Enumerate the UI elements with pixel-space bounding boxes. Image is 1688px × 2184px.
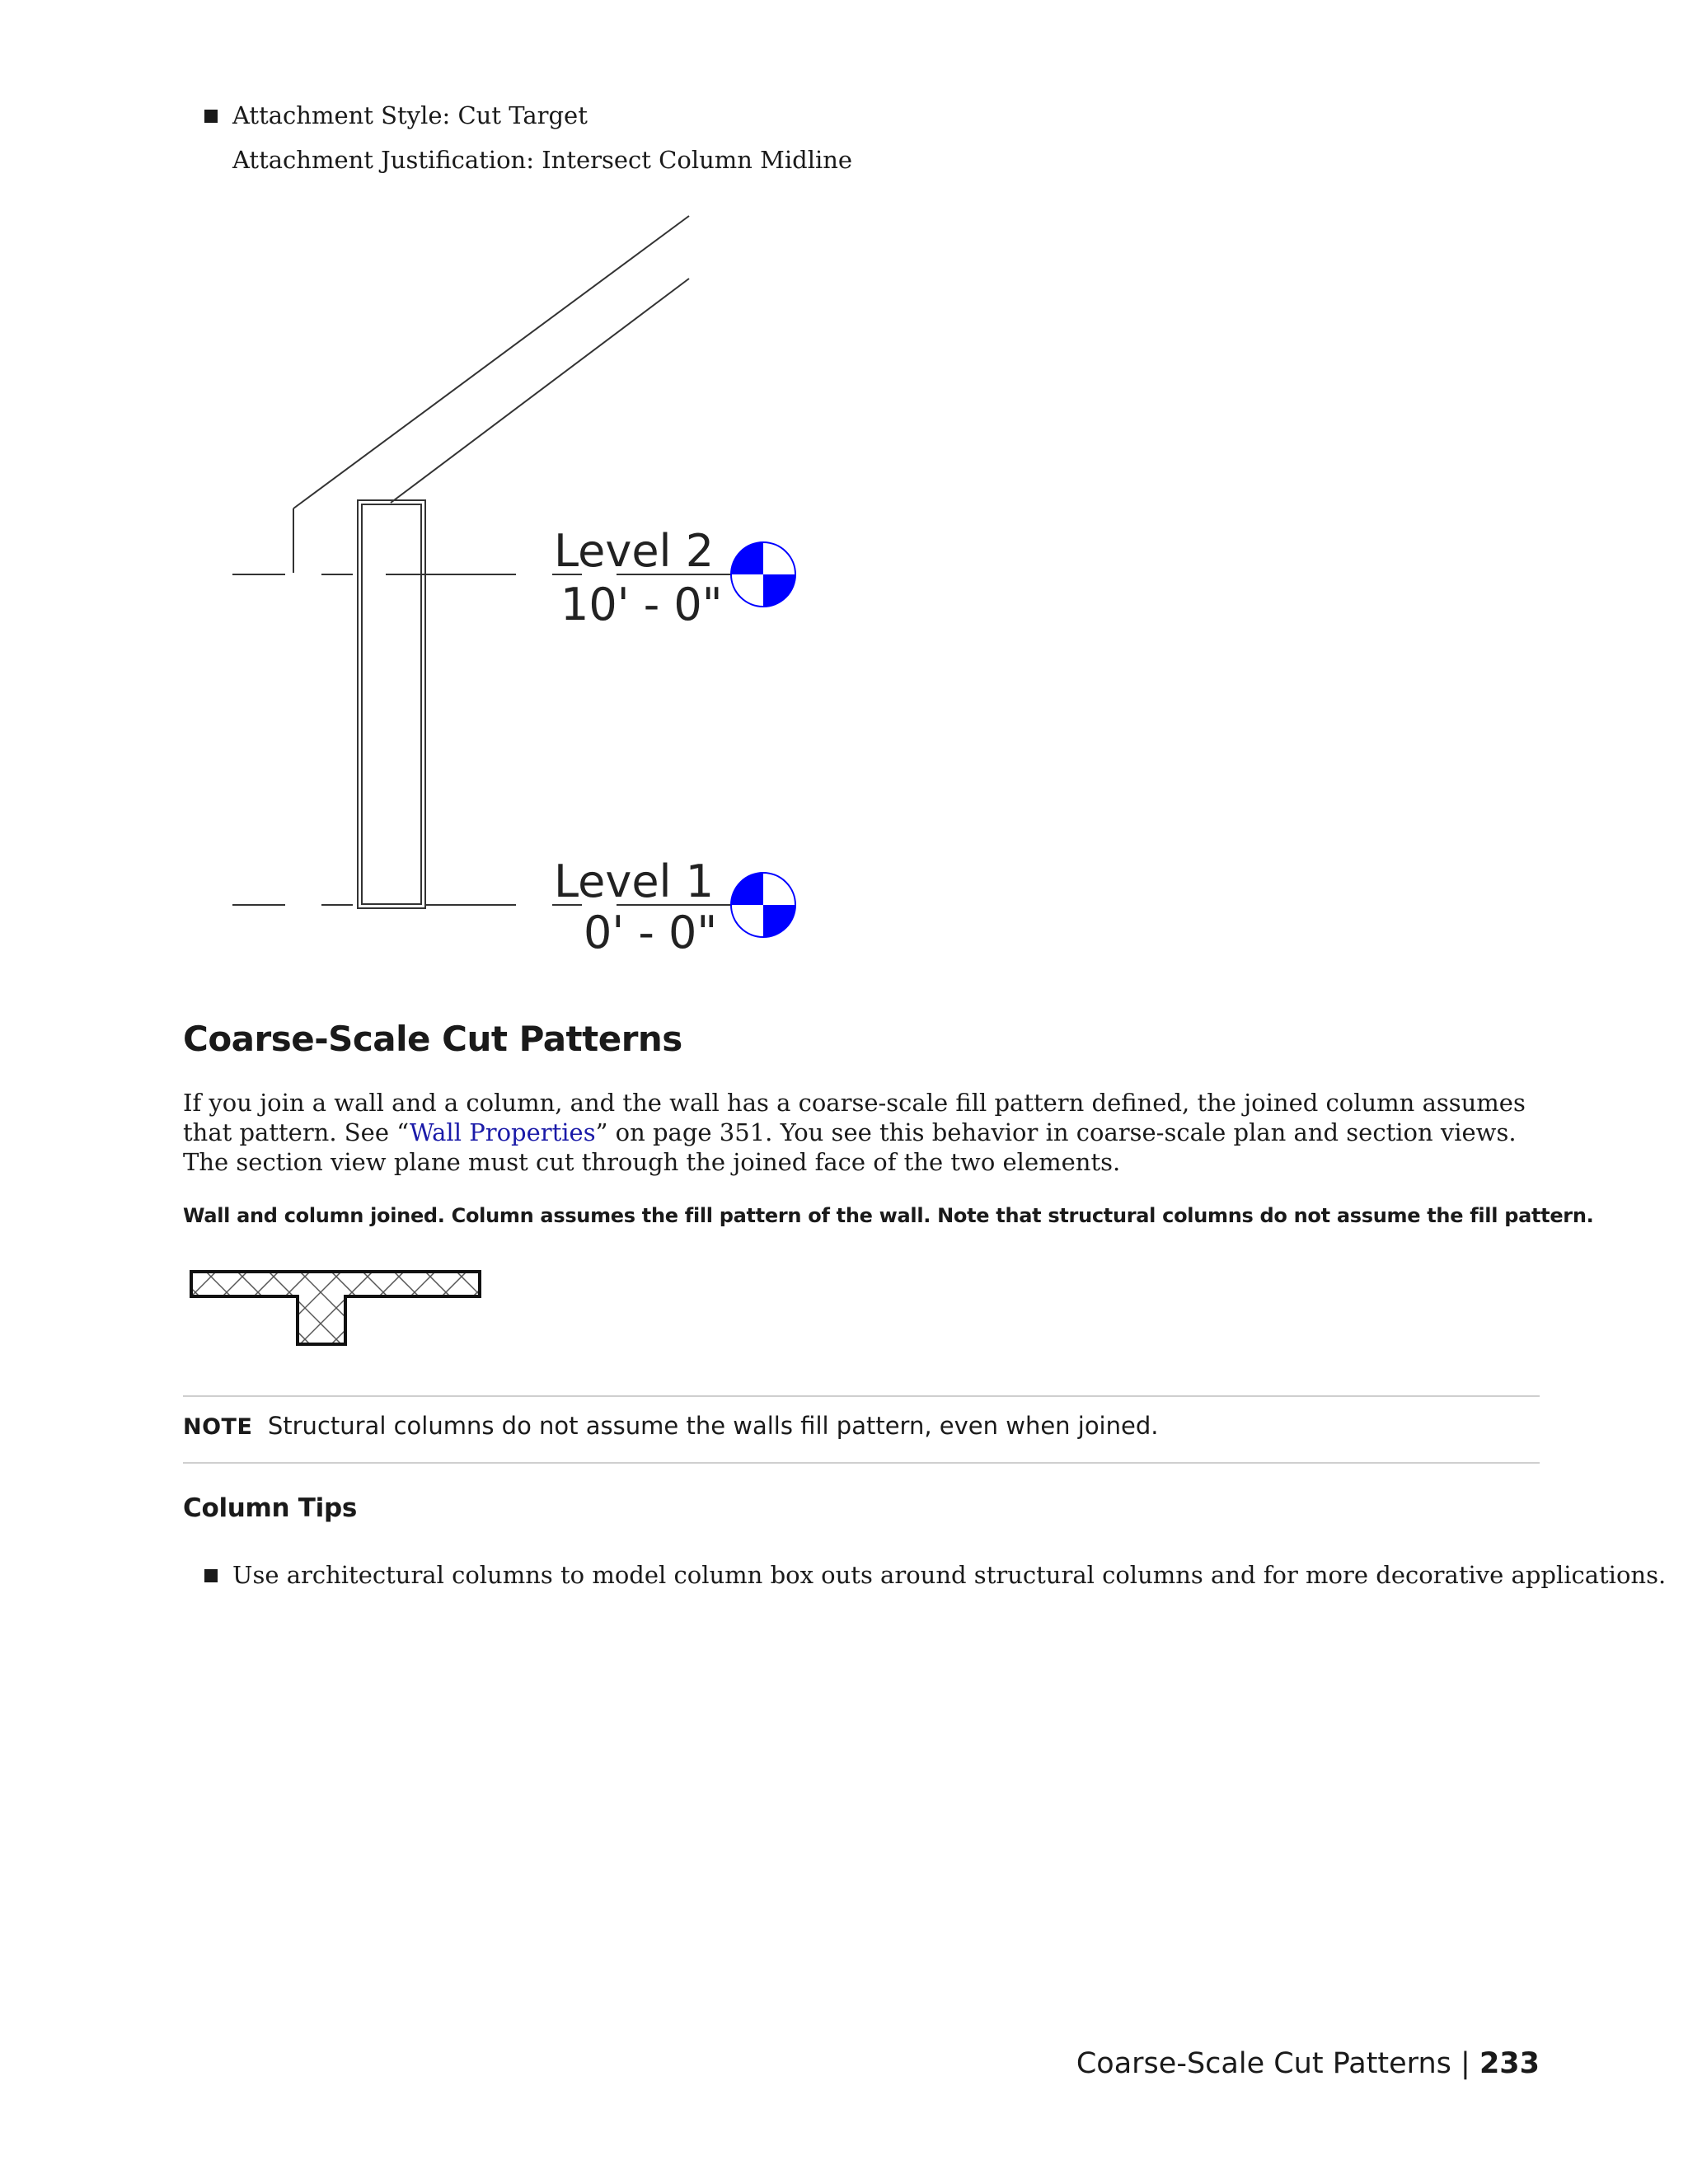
column-tips-bullet: Use architectural columns to model column box outs around structural columns and for more decorative applications. bbox=[232, 1561, 1667, 1589]
level-2-name: Level 2 bbox=[554, 525, 715, 577]
note-label: NOTE bbox=[183, 1414, 253, 1440]
level-1-elevation: 0' - 0" bbox=[584, 907, 718, 958]
paragraph-text-2: ” on page 351. You see this behavior in coarse-scale plan and section views. The section view plane must cut through the joined face of the two elements. bbox=[183, 1118, 1517, 1176]
figure-caption: Wall and column joined. Column assumes the fill pattern of the wall. Note that structural columns do not assume the fill pattern. bbox=[183, 1204, 1594, 1227]
level-2-marker-icon bbox=[731, 542, 795, 607]
section-paragraph bbox=[183, 1088, 1543, 1177]
bullet-square-icon bbox=[204, 110, 218, 123]
level-1-marker-icon bbox=[731, 873, 795, 937]
wall-properties-link[interactable]: Wall Properties bbox=[409, 1118, 596, 1146]
paragraph-text-1: If you join a wall and a column, and the wall has a coarse-scale fill pattern defined, the joined column assumes that pattern. See “ bbox=[183, 1089, 1526, 1146]
page-number: 233 bbox=[1479, 2047, 1540, 2080]
column bbox=[358, 500, 425, 908]
page-footer bbox=[1076, 2047, 1540, 2080]
bullet-attachment-style: Attachment Style: Cut Target bbox=[232, 101, 588, 129]
bullet-attachment-justification: Attachment Justification: Intersect Column Midline bbox=[232, 146, 853, 174]
note bbox=[183, 1412, 1158, 1440]
note-text: Structural columns do not assume the walls fill pattern, even when joined. bbox=[267, 1412, 1159, 1440]
wall-column-join-figure bbox=[183, 1261, 488, 1352]
note-bottom-rule bbox=[183, 1462, 1540, 1464]
footer-separator: | bbox=[1461, 2047, 1470, 2080]
section-title: Coarse-Scale Cut Patterns bbox=[183, 1019, 682, 1059]
level-2-elevation: 10' - 0" bbox=[560, 579, 723, 630]
footer-section-name: Coarse-Scale Cut Patterns bbox=[1076, 2047, 1451, 2080]
column-tips-title: Column Tips bbox=[183, 1493, 358, 1523]
sloped-roof bbox=[293, 216, 689, 573]
bullet-square-icon bbox=[204, 1569, 218, 1582]
level-1-name: Level 1 bbox=[554, 855, 715, 907]
note-top-rule bbox=[183, 1395, 1540, 1397]
column-attachment-figure bbox=[223, 202, 816, 960]
